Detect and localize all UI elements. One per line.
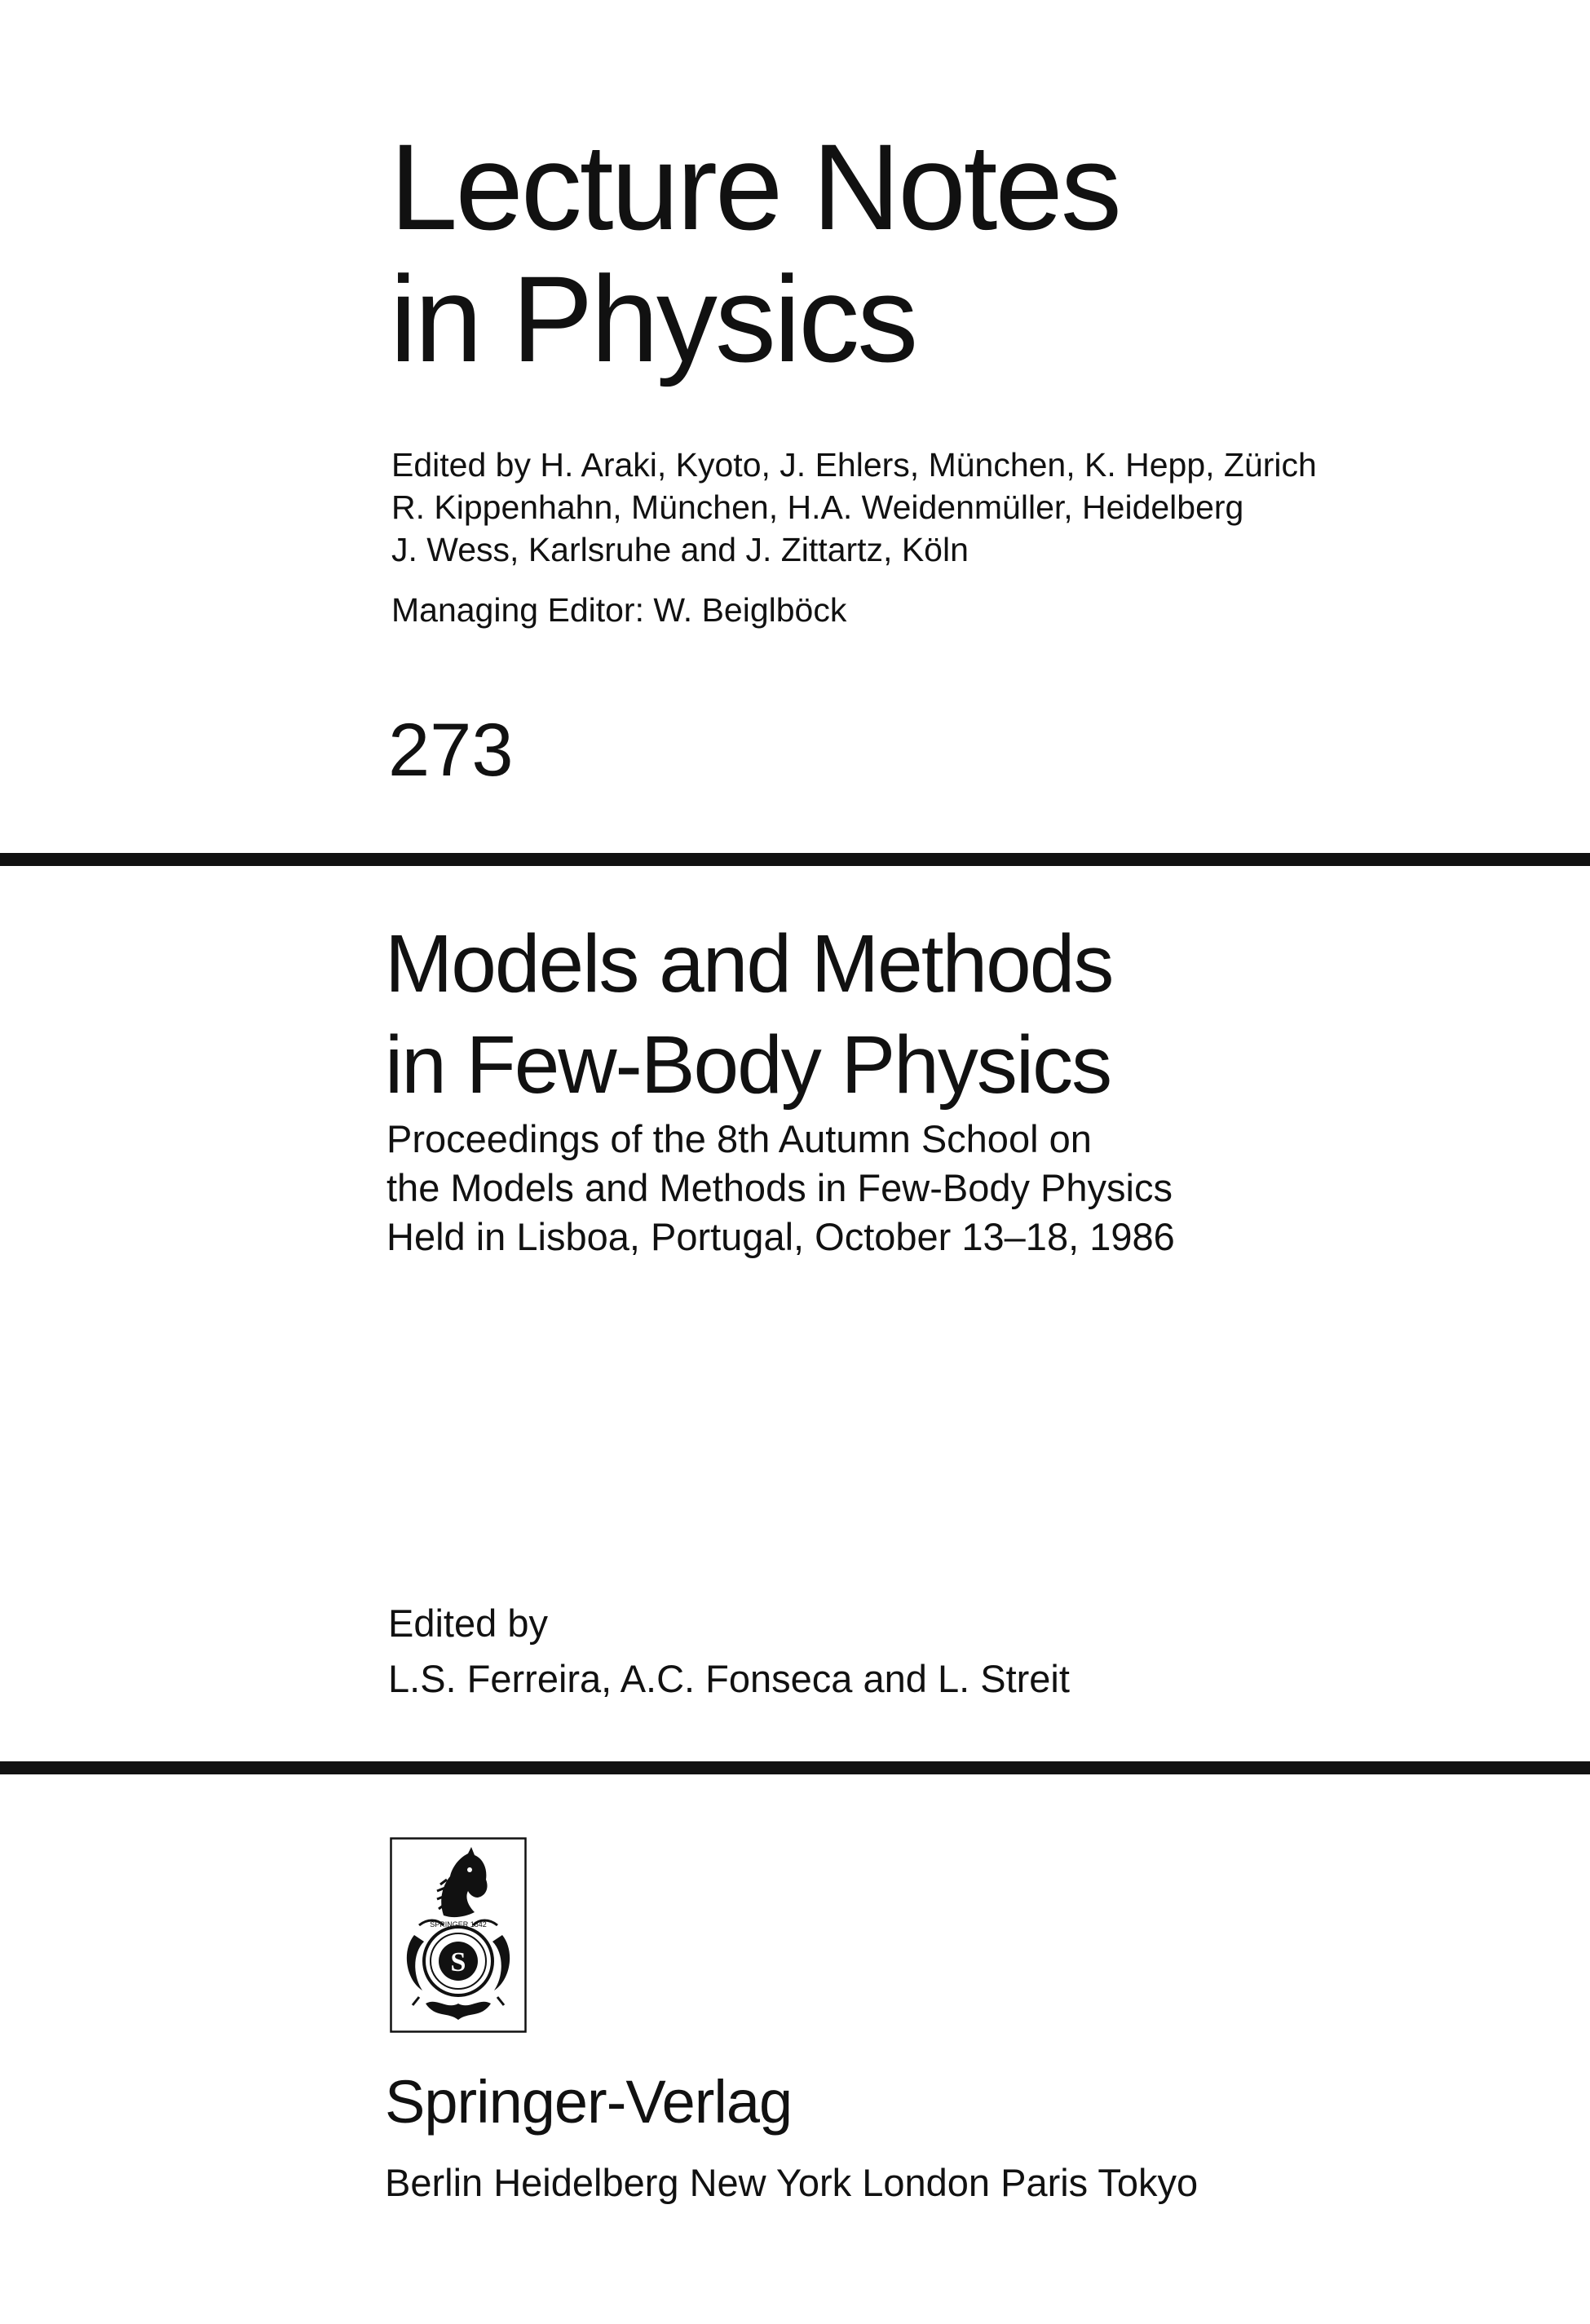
volume-editors: L.S. Ferreira, A.C. Fonseca and L. Streit bbox=[388, 1657, 1070, 1700]
bottom-divider bbox=[0, 1761, 1590, 1774]
series-title-line-2: in Physics bbox=[390, 250, 916, 387]
subtitle-line-3: Held in Lisboa, Portugal, October 13–18, 1986 bbox=[386, 1215, 1175, 1258]
volume-number: 273 bbox=[388, 709, 514, 792]
publisher-name: Springer-Verlag bbox=[385, 2068, 793, 2136]
logo-letter: S bbox=[450, 1947, 466, 1977]
series-title-line-1: Lecture Notes bbox=[390, 118, 1120, 255]
top-divider bbox=[0, 853, 1590, 866]
subtitle-line-1: Proceedings of the 8th Autumn School on bbox=[386, 1117, 1092, 1160]
springer-knight-logo bbox=[390, 1837, 527, 2033]
edited-by-label: Edited by bbox=[388, 1602, 548, 1645]
book-title-line-1: Models and Methods bbox=[385, 918, 1113, 1010]
series-editors-line-1: Edited by H. Araki, Kyoto, J. Ehlers, München, K. Hepp, Zürich bbox=[391, 446, 1317, 484]
series-editors-line-3: J. Wess, Karlsruhe and J. Zittartz, Köln bbox=[391, 531, 969, 568]
subtitle-line-2: the Models and Methods in Few-Body Physics bbox=[386, 1166, 1173, 1209]
book-title bbox=[385, 913, 1112, 1116]
publisher-cities: Berlin Heidelberg New York London Paris Tokyo bbox=[385, 2161, 1199, 2204]
series-editors-line-2: R. Kippenhahn, München, H.A. Weidenmüller, Heidelberg bbox=[391, 488, 1244, 526]
managing-editor: Managing Editor: W. Beiglböck bbox=[391, 591, 847, 629]
series-title bbox=[390, 118, 1120, 387]
logo-ring-text: SPRINGER 1842 bbox=[430, 1920, 487, 1929]
book-title-line-2: in Few-Body Physics bbox=[385, 1019, 1111, 1111]
